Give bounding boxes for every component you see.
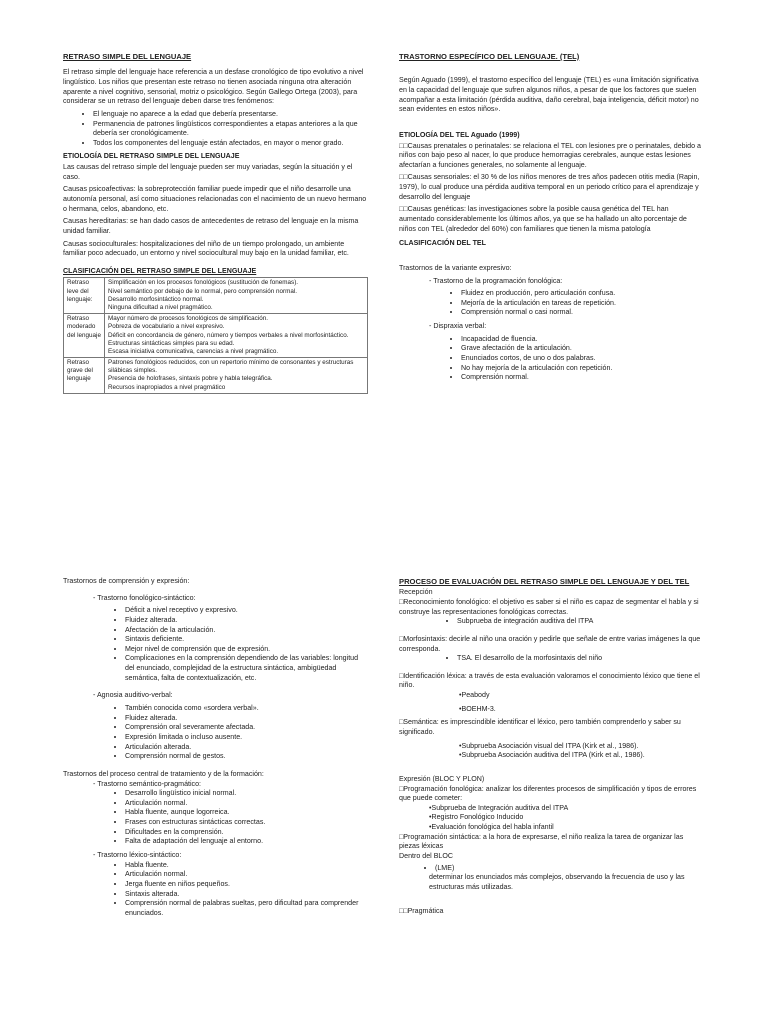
list-item: • Sintaxis alterada. (125, 890, 368, 900)
table-line: Estructuras sintácticas simples para su edad. (108, 339, 235, 347)
list-item: • Mejor nivel de comprensión que de expresión. (125, 645, 368, 655)
table-row (64, 314, 368, 358)
table-row (64, 278, 368, 314)
list-item: • Sintaxis deficiente. (125, 635, 368, 645)
bullet-list (399, 864, 704, 874)
bullet-list (63, 861, 368, 919)
list-item: • Articulación normal. (125, 799, 368, 809)
table-line: Presencia de holofrases, sintaxis pobre y habla telegráfica. (108, 375, 273, 383)
subheading: - Trastorno léxico-sintáctico: (93, 851, 182, 860)
list-item: • Frases con estructuras sintácticas correctas. (125, 818, 368, 828)
section-evaluacion (399, 577, 704, 916)
list-item: • Fluidez en producción, pero articulación confusa. (461, 289, 704, 299)
classification-title: CLASIFICACIÓN DEL TEL (399, 239, 486, 248)
subheading: - Trastorno semántico-pragmático: (93, 779, 202, 788)
section-comprension-expresion (63, 577, 368, 923)
paragraph: □Identificación léxica: a través de esta evaluación valoramos el conocimiento léxico que tiene el niño. (399, 671, 700, 690)
paragraph: Causas socioculturales: hospitalizaciones del niño de un tiempo prolongado, un ambiente familiar poco adecuado, un entorno y nivel sociocultural muy bajo en la unidad familiar, etc. (63, 239, 349, 258)
paragraph: Dentro del BLOC (399, 852, 454, 861)
list-item: • Dificultades en la comprensión. (125, 828, 368, 838)
list-item: • Complicaciones en la comprensión dependiendo de las variables: longitud del enunciado, complejidad de la estructura sintáctica, ambigüedad semántica, falta de contextualización, etc. (125, 654, 368, 683)
phenomena-list (63, 110, 368, 149)
bullet-list (399, 617, 704, 627)
bullet-list (399, 335, 704, 383)
list-item: •Registro Fonológico Inducido (429, 813, 524, 822)
bullet-list (63, 789, 368, 847)
table-cell-items (105, 278, 368, 314)
list-item: • Déficit a nivel receptivo y expresivo. (125, 606, 368, 616)
list-item: • Desarrollo lingüístico inicial normal. (125, 789, 368, 799)
list-item: •Subprueba Asociación auditiva del ITPA (Kirk et al., 1986). (459, 751, 645, 760)
paragraph: □Semántica: es imprescindible identificar el léxico, pero también comprenderlo y saber su significado. (399, 718, 681, 736)
table-line: Nivel semántico por debajo de lo normal, pero comprensión normal. (108, 287, 298, 295)
table-line: Mayor número de procesos fonológicos de simplificación. (108, 315, 268, 323)
section-title: Trastornos de comprensión y expresión: (63, 577, 190, 585)
classification-table (63, 277, 368, 393)
table-line: Recursos inapropiados a nivel pragmático (108, 383, 226, 391)
table-row (64, 358, 368, 394)
bullet-list (63, 606, 368, 683)
table-line: Déficit en concordancia de género, número y tiempos verbales a nivel morfosintáctico. (108, 331, 349, 339)
bullet-list (399, 654, 704, 664)
list-item: • Jerga fluente en niños pequeños. (125, 880, 368, 890)
list-item: • Permanencia de patrones lingüísticos correspondientes a etapas anteriores a la que debería ser cronológicamente. (93, 120, 368, 139)
table-line: Patrones fonológicos reducidos, con un repertorio mínimo de consonantes y estructuras silábicas simples. (108, 359, 354, 375)
subheading: - Trastorno de la programación fonológica: (429, 276, 563, 285)
subheading: - Agnosia auditivo-verbal: (93, 691, 173, 700)
list-item: • Comprensión normal. (461, 373, 704, 383)
table-cell-label: Retraso grave del lenguaje (64, 358, 105, 394)
paragraph: Trastornos de la variante expresivo: (399, 263, 512, 272)
paragraph: determinar los enunciados más complejos, observando la frecuencia de uso y las estructuras más utilizadas. (429, 873, 685, 891)
section-retraso-simple (63, 52, 368, 394)
paragraph: □Programación fonológica: analizar los diferentes procesos de simplificación y tipos de errores que puede cometer: (399, 784, 697, 803)
list-item: • (LME) (435, 864, 704, 874)
table-cell-items (105, 358, 368, 394)
table-cell-label: Retraso moderado del lenguaje (64, 314, 105, 358)
list-item: • También conocida como «sordera verbal». (125, 704, 368, 714)
paragraph: □Programación sintáctica: a la hora de expresarse, el niño realiza la tarea de organizar las piezas léxicas (399, 832, 684, 851)
table-line: Desarrollo morfosintáctico normal. (108, 295, 204, 303)
etiology-title: ETIOLOGÍA DEL RETRASO SIMPLE DEL LENGUAJE (63, 152, 240, 161)
list-item: • Fluidez alterada. (125, 616, 368, 626)
table-line: Pobreza de vocabulario a nivel expresivo. (108, 323, 225, 331)
list-item: • Comprensión normal o casi normal. (461, 308, 704, 318)
table-line: Escasa iniciativa comunicativa, carencias a nivel pragmático. (108, 347, 279, 355)
subheading: - Trastorno fonológico-sintáctico: (93, 593, 196, 602)
list-item: • Fluidez alterada. (125, 714, 368, 724)
paragraph: Causas psicoafectivas: la sobreprotección familiar puede impedir que el niño desarrolle una autonomía personal, así como situaciones relacionadas con el nacimiento de un nuevo hermano o hermana, celos, abandono, etc. (63, 185, 367, 213)
list-item: • Grave afectación de la articulación. (461, 344, 704, 354)
list-item: • Habla fluente, aunque logorreica. (125, 808, 368, 818)
intro-paragraph: Según Aguado (1999), el trastorno específico del lenguaje (TEL) es «una limitación significativa en la capacidad del lenguaje que sufren algunos niños, a pesar de que los factores que suelen acompañar a esta limitación (pérdida auditiva, daño cerebral, baja inteligencia, déficit motor) no sean evidentes en estos niños». (399, 76, 699, 114)
list-item: •Peabody (459, 691, 490, 700)
list-item: • Afectación de la articulación. (125, 626, 368, 636)
subheading: Recepción (399, 588, 433, 597)
section-title: Trastornos del proceso central de tratamiento y de la formación: (63, 769, 264, 778)
section-title: PROCESO DE EVALUACIÓN DEL RETRASO SIMPLE DEL LENGUAJE Y DEL TEL (399, 577, 690, 586)
table-cell-label: Retraso leve del lenguaje: (64, 278, 105, 314)
list-item: • Falta de adaptación del lenguaje al entorno. (125, 837, 368, 847)
list-item: •Subprueba de Integración auditiva del ITPA (429, 803, 569, 812)
bullet-list (399, 289, 704, 318)
list-item: • El lenguaje no aparece a la edad que debería presentarse. (93, 110, 368, 120)
paragraph: Las causas del retraso simple del lenguaje pueden ser muy variadas, según la situación y el caso. (63, 163, 353, 181)
list-item: •Subprueba Asociación visual del ITPA (Kirk et al., 1986). (459, 741, 639, 750)
section-title: RETRASO SIMPLE DEL LENGUAJE (63, 52, 192, 61)
list-item: • Articulación normal. (125, 870, 368, 880)
paragraph: □□Pragmática (399, 906, 444, 915)
list-item: • Comprensión oral severamente afectada. (125, 723, 368, 733)
list-item: •Evaluación fonológica del habla infantil (429, 823, 554, 832)
paragraph: □□Causas prenatales o perinatales: se relaciona el TEL con lesiones pre o perinatales, debido a niños con bajo peso al nacer, lo que produce hemorragias cerebrales, aunque estas lesiones afectarían a funciones generales, no solamente al lenguaje. (399, 141, 701, 169)
list-item: • Mejoría de la articulación en tareas de repetición. (461, 299, 704, 309)
paragraph: □□Causas sensoriales: el 30 % de los niños menores de tres años padecen otitis media (Rapin, 1979), lo cual produce una pérdida auditiva temporal en un periodo crítico para el aprendizaje y desarrollo del lenguaje (399, 173, 700, 201)
classification-title: CLASIFICACIÓN DEL RETRASO SIMPLE DEL LENGUAJE (63, 266, 257, 275)
list-item: • Incapacidad de fluencia. (461, 335, 704, 345)
list-item: • Comprensión normal de gestos. (125, 752, 368, 762)
list-item: • Subprueba de integración auditiva del ITPA (457, 617, 704, 627)
list-item: •BOEHM-3. (459, 704, 496, 713)
section-title: TRASTORNO ESPECÍFICO DEL LENGUAJE. (TEL) (399, 52, 580, 61)
bullet-list (63, 704, 368, 762)
paragraph: □Reconocimiento fonológico: el objetivo es saber si el niño es capaz de segmentar el habla y si construye las representaciones fonológicas correctas. (399, 597, 699, 616)
list-item: • Expresión limitada o incluso ausente. (125, 733, 368, 743)
intro-paragraph: El retraso simple del lenguaje hace referencia a un desfase cronológico de tipo evolutivo a nivel lingüístico. Los niños que presentan este retraso no tienen asociada ninguna otra alteración aparente a nivel cognitivo, sensorial, motriz o psicológico. Según Gallego Ortega (2003), para considerar se un retraso del lenguaje deben darse tres fenómenos: (63, 68, 364, 106)
list-item: • Articulación alterada. (125, 743, 368, 753)
list-item: • Todos los componentes del lenguaje están afectados, en mayor o menor grado. (93, 139, 368, 149)
list-item: • Enunciados cortos, de uno o dos palabras. (461, 354, 704, 364)
etiology-title: ETIOLOGÍA DEL TEL Aguado (1999) (399, 130, 520, 139)
table-line: Simplificación en los procesos fonológicos (sustitución de fonemas). (108, 279, 299, 287)
paragraph: □□Causas genéticas: las investigaciones sobre la posible causa genética del TEL han aumentado considerablemente los últimos años, ya que se ha hallado un alto porcentaje de niños con TEL (alrededor del 60%) con familiares que tienen la misma patología (399, 205, 687, 233)
section-tel (399, 52, 704, 387)
subheading: Expresión (BLOC Y PLON) (399, 774, 485, 783)
table-cell-items (105, 314, 368, 358)
paragraph: □Morfosintaxis: decirle al niño una oración y pedirle que señale de entre varias imágenes la que corresponda. (399, 634, 701, 653)
list-item: • No hay mejoría de la articulación con repetición. (461, 364, 704, 374)
list-item: • Habla fluente. (125, 861, 368, 871)
list-item: • TSA. El desarrollo de la morfosintaxis del niño (457, 654, 704, 664)
subheading: - Dispraxia verbal: (429, 322, 487, 331)
paragraph: Causas hereditarias: se han dado casos de antecedentes de retraso del lenguaje en la misma unidad familiar. (63, 217, 359, 235)
table-line: Ninguna dificultad a nivel pragmático. (108, 304, 213, 311)
list-item: • Comprensión normal de palabras sueltas, pero dificultad para comprender enunciados. (125, 899, 368, 918)
